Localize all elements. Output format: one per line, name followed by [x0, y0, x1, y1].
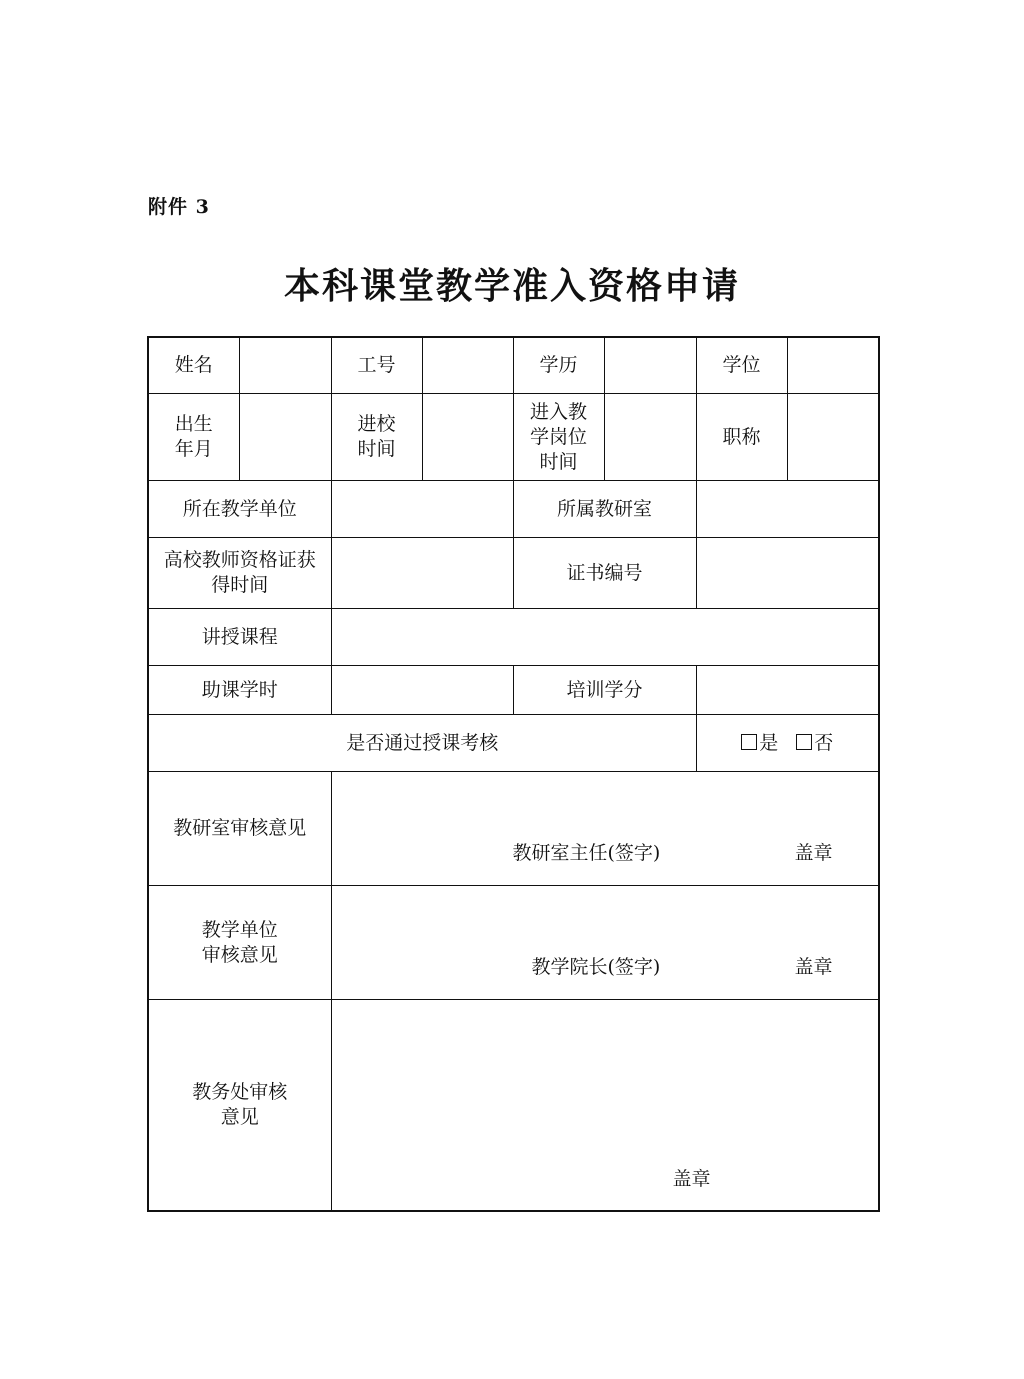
education-field[interactable]: [604, 337, 696, 394]
birth-date-label: [148, 394, 239, 481]
certificate-date-label: [148, 538, 331, 609]
yes-checkbox[interactable]: [741, 734, 757, 750]
office-review-field[interactable]: [331, 772, 879, 886]
research-office-label: 所属教研室: [513, 481, 696, 538]
join-date-field[interactable]: [422, 394, 513, 481]
academic-review-field[interactable]: [331, 1000, 879, 1212]
academic-review-label-line2: 意见: [220, 1106, 259, 1128]
courses-label: 讲授课程: [148, 609, 331, 666]
form-row-courses: [148, 609, 879, 666]
certificate-date-field[interactable]: [331, 538, 513, 609]
certificate-date-label-line1: 高校教师资格证获: [163, 549, 316, 571]
birth-date-label-line1: 出生: [174, 413, 213, 435]
degree-label: 学位: [696, 337, 787, 394]
no-label: 否: [814, 731, 834, 754]
teaching-post-date-label-line1: 进入教: [529, 400, 587, 423]
form-row-unit-review: [148, 886, 879, 1000]
training-credits-field[interactable]: [696, 666, 879, 715]
no-checkbox[interactable]: [796, 734, 812, 750]
form-row-certificate: [148, 538, 879, 609]
dean-signature-label: 教学院长(签字): [531, 956, 661, 978]
office-seal-label: 盖章: [794, 842, 833, 864]
join-date-label-line1: 进校: [357, 413, 396, 435]
option-yes[interactable]: [741, 732, 778, 754]
passed-exam-options: [696, 715, 879, 772]
certificate-number-label: 证书编号: [513, 538, 696, 609]
training-credits-label: 培训学分: [513, 666, 696, 715]
teaching-unit-label: 所在教学单位: [148, 481, 331, 538]
teaching-post-date-field[interactable]: [604, 394, 696, 481]
assist-hours-label: 助课学时: [148, 666, 331, 715]
degree-field[interactable]: [787, 337, 879, 394]
birth-date-label-line2: 年月: [174, 438, 213, 460]
page-title: 本科课堂教学准入资格申请: [283, 265, 740, 307]
form-row-exam: [148, 715, 879, 772]
certificate-date-label-line2: 得时间: [211, 574, 269, 596]
unit-review-label-line1: 教学单位: [201, 918, 278, 941]
assist-hours-field[interactable]: [331, 666, 513, 715]
birth-date-field[interactable]: [239, 394, 331, 481]
unit-review-field[interactable]: [331, 886, 879, 1000]
join-date-label-line2: 时间: [357, 438, 396, 460]
unit-review-label-line2: 审核意见: [201, 943, 278, 966]
form-row-basic: [148, 337, 879, 394]
staff-id-label: 工号: [331, 337, 422, 394]
form-row-dates: [148, 394, 879, 481]
academic-seal-label: 盖章: [672, 1168, 711, 1190]
staff-id-field[interactable]: [422, 337, 513, 394]
form-row-hours: [148, 666, 879, 715]
certificate-number-field[interactable]: [696, 538, 879, 609]
attachment-label: 附件 3: [148, 196, 210, 218]
unit-seal-label: 盖章: [794, 956, 833, 978]
passed-exam-label: 是否通过授课考核: [148, 715, 696, 772]
name-label: 姓名: [148, 337, 239, 394]
teaching-unit-field[interactable]: [331, 481, 513, 538]
option-no[interactable]: [796, 732, 833, 754]
research-office-field[interactable]: [696, 481, 879, 538]
education-label: 学历: [513, 337, 604, 394]
teaching-post-date-label-line3: 时间: [539, 450, 578, 473]
join-date-label: [331, 394, 422, 481]
form-row-office-review: [148, 772, 879, 886]
form-row-unit: [148, 481, 879, 538]
yes-label: 是: [759, 731, 779, 754]
academic-review-label: [148, 1000, 331, 1212]
office-review-label: 教研室审核意见: [148, 772, 331, 886]
job-title-field[interactable]: [787, 394, 879, 481]
application-form-table: [147, 336, 880, 1212]
courses-field[interactable]: [331, 609, 879, 666]
academic-review-label-line1: 教务处审核: [192, 1081, 288, 1103]
teaching-post-date-label-line2: 学岗位: [529, 425, 587, 448]
job-title-label: 职称: [696, 394, 787, 481]
unit-review-label: [148, 886, 331, 1000]
form-row-academic-review: [148, 1000, 879, 1212]
name-field[interactable]: [239, 337, 331, 394]
office-director-signature-label: 教研室主任(签字): [512, 842, 661, 864]
teaching-post-date-label: [513, 394, 604, 481]
